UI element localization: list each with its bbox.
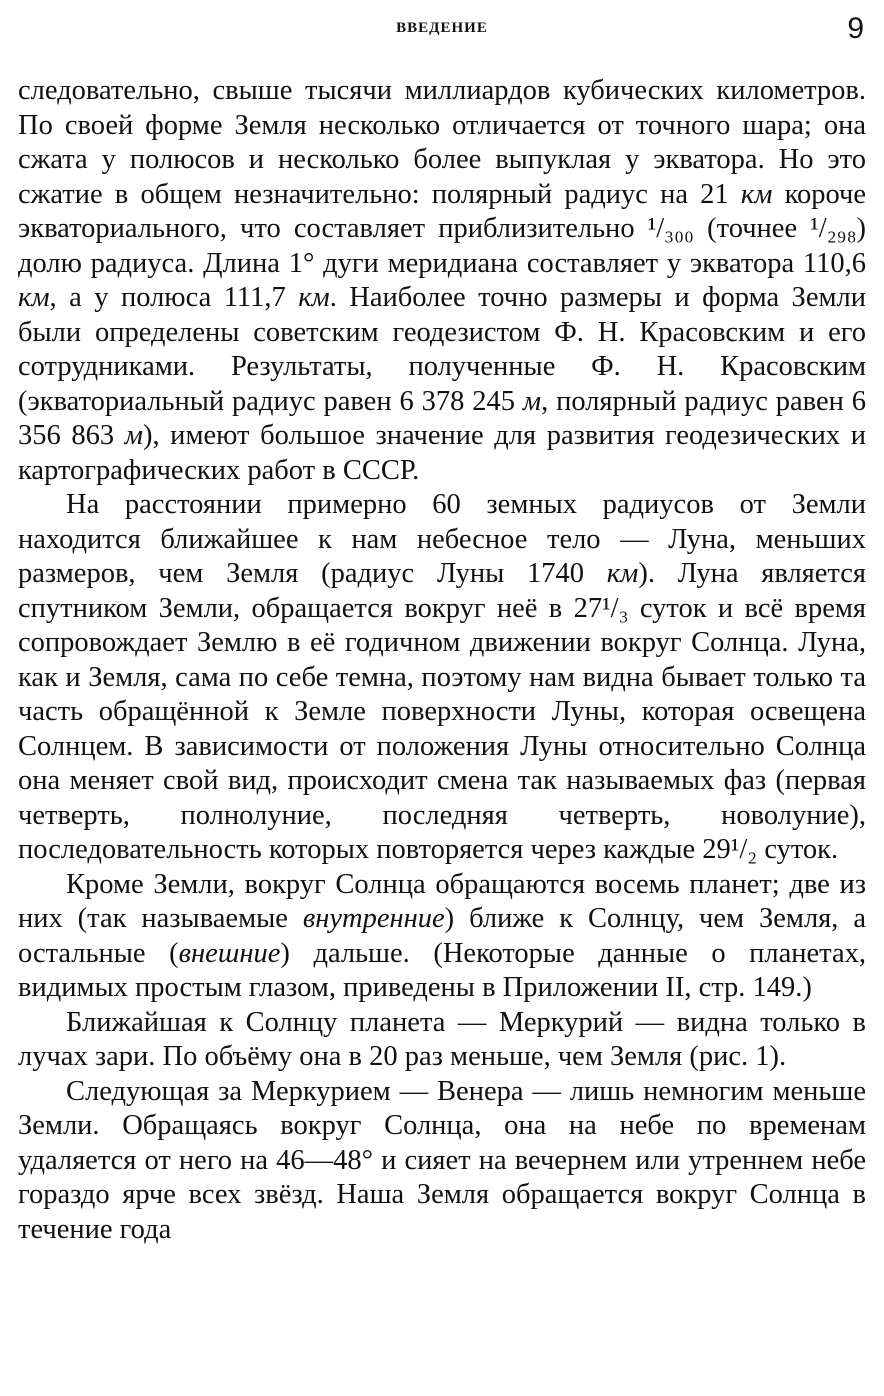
unit-km: км (18, 282, 50, 313)
body-text (18, 74, 866, 1247)
text-segment: ). Луна является спутником Земли, обращается вокруг неё в 27¹/₃ суток и всё время сопровождает Землю в её годичном движении вокруг Солнца. Луна, как и Земля, сама по себе темна, поэтому нам видна бывает только та часть обращённой к Земле поверхности Луны, которая освещена Солнцем. В зависимости от положения Луны относительно Солнца она меняет свой вид, происходит смена так называемых фаз (первая четверть, полнолуние, последняя четверть, новолуние), последовательность которых повторяется через каждые 29¹/₂ суток. (18, 558, 866, 865)
text-segment: , а у полюса 111,7 (49, 282, 299, 313)
unit-km: км (298, 282, 330, 313)
text-segment: ) ближе к Солнцу, чем Земля, а остальные ( (18, 903, 866, 969)
page-number: 9 (847, 12, 864, 45)
term-inner-planets: внутренние (302, 903, 445, 934)
unit-m: м (124, 420, 143, 451)
text-segment: ), имеют большое значение для развития геодезических и картографических работ в СССР. (18, 420, 867, 486)
term-outer-planets: внешние (178, 937, 281, 969)
paragraph-moon (18, 488, 866, 868)
text-segment: На расстоянии примерно 60 земных радиусов от Земли находится ближайшее к нам небесное тело — Луна, меньших размеров, чем Земля (радиус Луны 1740 (18, 489, 866, 589)
paragraph-venus (18, 1075, 866, 1248)
unit-km: км (606, 558, 639, 589)
unit-m: м (522, 385, 542, 417)
text-segment: Ближайшая к Солнцу планета — Меркурий — видна только в лучах зари. По объёму она в 20 раз меньше, чем Земля (рис. 1). (18, 1006, 866, 1072)
text-segment: ) дальше. (Некоторые данные о планетах, видимых простым глазом, приведены в Приложении II, стр. 149.) (18, 937, 866, 1003)
page-header (0, 12, 884, 52)
paragraph-planets (18, 868, 866, 1006)
text-segment: Кроме Земли, вокруг Солнца обращаются восемь планет; две из них (так называемые (18, 868, 866, 934)
paragraph-earth-shape (18, 74, 866, 488)
running-head: ВВЕДЕНИЕ (396, 20, 488, 36)
text-segment: Следующая за Меркурием — Венера — лишь немногим меньше Земли. Обращаясь вокруг Солнца, она на небе по временам удаляется от него на 46—48° и сияет на вечернем или утреннем небе гораздо ярче всех звёзд. Наша Земля обращается вокруг Солнца в течение года (18, 1075, 866, 1245)
text-segment: . Наиболее точно размеры и форма Земли были определены советским геодезистом Ф. Н. Красовским и его сотрудниками. Результаты, полученные Ф. Н. Красовским (экваториальный радиус равен 6 378 245 (18, 282, 866, 417)
text-segment: следовательно, свыше тысячи миллиардов кубических километров. По своей форме Земля несколько отличается от точного шара; она сжата у полюсов и несколько более выпуклая у экватора. Но это сжатие в общем незначительно: полярный радиус на 21 (18, 75, 866, 210)
paragraph-mercury (18, 1006, 866, 1075)
text-segment: , полярный радиус равен 6 356 863 (18, 385, 866, 451)
text-segment: короче экваториального, что составляет приблизительно ¹/₃₀₀ (точнее ¹/₂₉₈) долю радиуса. Длина 1° дуги меридиана составляет у экватора 110,6 (18, 178, 866, 279)
unit-km: км (740, 178, 773, 210)
